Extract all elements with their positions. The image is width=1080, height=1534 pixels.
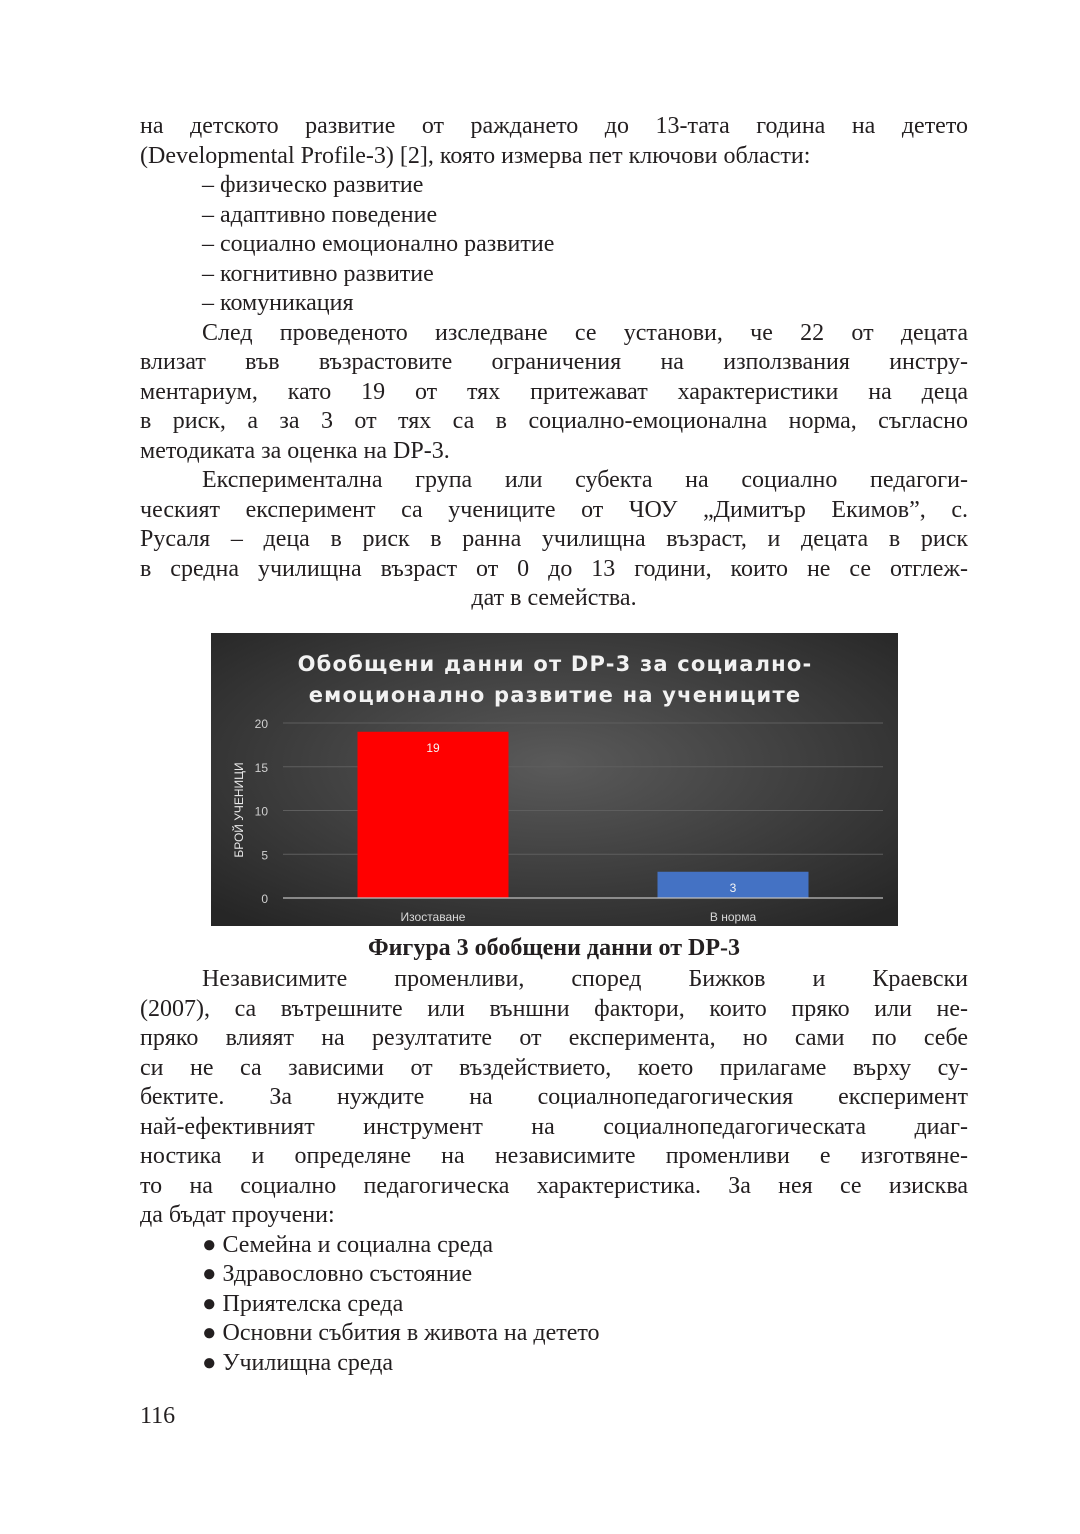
paragraph-line: влизат във възрастовите ограничения на използвания инстру- (140, 349, 968, 375)
paragraph-line: Русаля – деца в риск в ранна училищна възраст, и децата в риск (140, 526, 968, 552)
paragraph-line: Експериментална група или субекта на социално педагоги- (202, 467, 968, 493)
paragraph-line: то на социално педагогическа характеристика. За нея се изисква (140, 1172, 968, 1199)
bullet-item: ● Основни събития в живота на детето (202, 1320, 600, 1346)
paragraph-line: След проведеното изследване се установи, че 22 от децата (202, 319, 968, 346)
bullet-item: ● Здравословно състояние (202, 1261, 473, 1287)
paragraph-line: Независимите променливи, според Бижков и Краевски (202, 966, 968, 992)
chart-title-line: Обобщени данни от DP-3 за социално- (297, 652, 813, 676)
paragraph-line: ментариум, като 19 от тях притежават характеристики на деца (140, 378, 968, 405)
bar-chart (211, 633, 898, 926)
paragraph-line: ностика и определяне на независимите променливи е изготвяне- (140, 1143, 968, 1169)
y-tick-label: 0 (261, 892, 268, 906)
list-item: – когнитивно развитие (202, 260, 434, 287)
bar-delayed (358, 732, 509, 898)
bullet-item: ● Приятелска среда (202, 1290, 404, 1317)
data-label: 19 (426, 740, 440, 755)
bullet-item: ● Училищна среда (202, 1349, 394, 1376)
paragraph-line: бектите. За нуждите на социалнопедагогическия експеримент (140, 1084, 968, 1110)
list-item: – социално емоционално развитие (202, 231, 555, 257)
bullet-item: ● Семейна и социална среда (202, 1231, 493, 1258)
y-tick-label: 20 (254, 717, 268, 731)
paragraph-line: ческият експеримент са учениците от ЧОУ „Димитър Екимов”, с. (140, 496, 968, 523)
y-tick-label: 5 (261, 848, 268, 863)
paragraph-line: пряко влияят на резултатите от експеримента, но сами по себе (140, 1025, 968, 1051)
y-axis-label: БРОЙ УЧЕНИЦИ (232, 762, 246, 858)
data-label: 3 (729, 880, 737, 895)
list-item: – адаптивно поведение (202, 201, 438, 228)
x-category-label: В норма (709, 910, 757, 924)
page-number: 116 (140, 1403, 176, 1429)
figure-caption: Фигура 3 обобщени данни от DP-3 (367, 935, 741, 961)
paragraph-line: да бъдат проучени: (140, 1202, 335, 1228)
y-tick-label: 15 (254, 760, 268, 775)
paragraph-line: методиката за оценка на DP-3. (140, 437, 450, 464)
paragraph-line: в средна училищна възраст от 0 до 13 години, които не се отглеж- (140, 555, 968, 582)
paragraph-line: (Developmental Profile-3) [2], която измерва пет ключови области: (140, 142, 811, 169)
chart-title-line: емоционално развитие на учениците (308, 683, 802, 707)
list-item: – комуникация (202, 290, 354, 316)
list-item: – физическо развитие (202, 172, 424, 198)
x-category-label: Изоставане (400, 910, 466, 924)
y-tick-label: 10 (254, 804, 268, 819)
paragraph-line: дат в семейства. (471, 585, 637, 611)
paragraph-line: (2007), са вътрешните или външни фактори, които пряко или не- (140, 995, 968, 1022)
paragraph-line: най-ефективният инструмент на социалнопедагогическата диаг- (140, 1113, 968, 1140)
paragraph-line: на детското развитие от раждането до 13-тата година на детето (140, 113, 968, 139)
paragraph-line: си не са зависими от въздействието, което прилагаме върху су- (140, 1054, 968, 1081)
paragraph-line: в риск, а за 3 от тях са в социално-емоционална норма, съгласно (140, 408, 968, 434)
